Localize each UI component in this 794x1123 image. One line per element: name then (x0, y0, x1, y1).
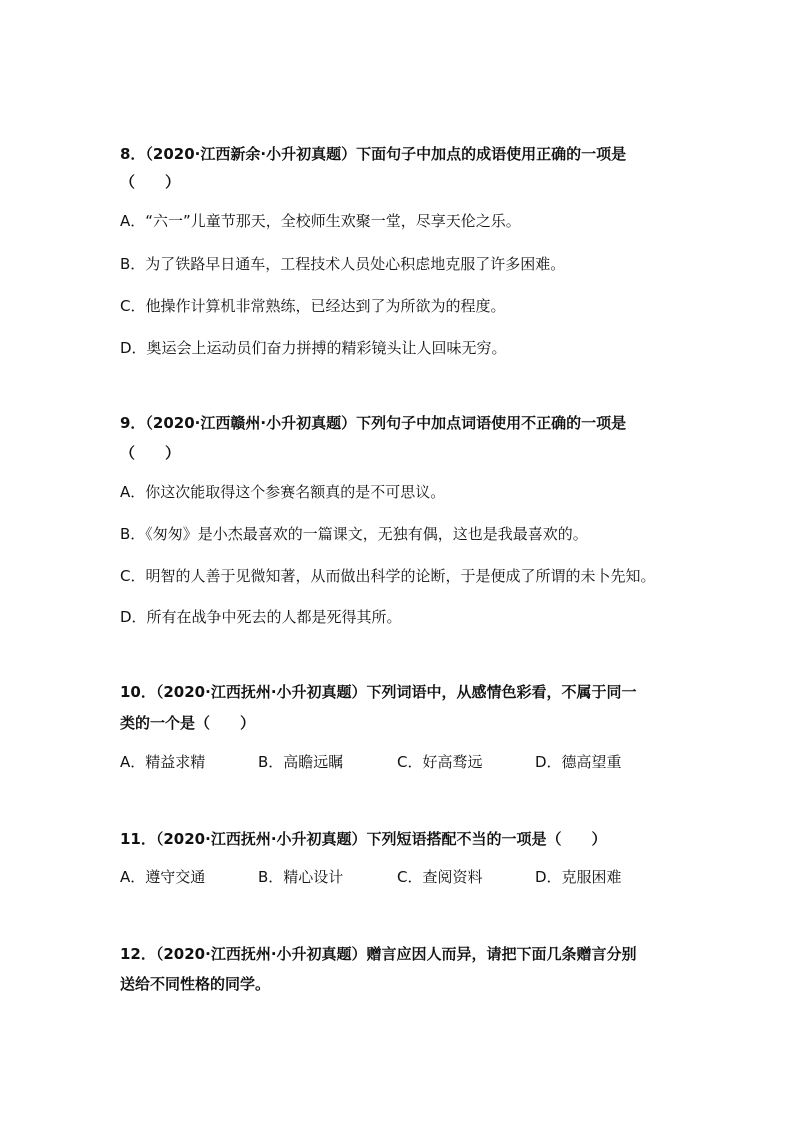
question-8-option-b: B．为了铁路早日通车，工程技术人员处心积虑地克服了许多困难。 (120, 255, 566, 273)
question-10-stem: 10．（2020·江西抚州·小升初真题）下列词语中，从感情色彩看，不属于同一 (120, 683, 637, 701)
question-8-stem: 8．（2020·江西新余·小升初真题）下面句子中加点的成语使用正确的一项是 (120, 145, 627, 163)
question-8-answer-blank: （ ） (120, 173, 181, 191)
question-8-option-d: D．奥运会上运动员们奋力拼搏的精彩镜头让人回味无穷。 (120, 339, 507, 357)
question-10-option-b: B．高瞻远瞩 (258, 753, 344, 771)
question-12-stem-cont: 送给不同性格的同学。 (120, 975, 271, 993)
question-10-option-d: D．德高望重 (535, 753, 622, 771)
question-11-option-d: D．克服困难 (535, 868, 622, 886)
question-10-stem-cont: 类的一个是（ ） (120, 714, 256, 732)
question-9-stem: 9．（2020·江西赣州·小升初真题）下列句子中加点词语使用不正确的一项是 (120, 414, 627, 432)
question-8-option-a: A．“六一”儿童节那天，全校师生欢聚一堂，尽享天伦之乐。 (120, 212, 521, 230)
question-11-option-b: B．精心设计 (258, 868, 344, 886)
question-9-answer-blank: （ ） (120, 444, 181, 462)
question-11-option-a: A．遵守交通 (120, 868, 206, 886)
question-10-option-a: A．精益求精 (120, 753, 206, 771)
question-9-option-c: C．明智的人善于见微知著，从而做出科学的论断，于是便成了所谓的未卜先知。 (120, 567, 656, 585)
question-9-option-b: B．《匆匆》是小杰最喜欢的一篇课文，无独有偶，这也是我最喜欢的。 (120, 525, 588, 543)
question-9-option-d: D．所有在战争中死去的人都是死得其所。 (120, 608, 402, 626)
question-9-option-a: A．你这次能取得这个参赛名额真的是不可思议。 (120, 483, 446, 501)
question-12-stem: 12．（2020·江西抚州·小升初真题）赠言应因人而异，请把下面几条赠言分别 (120, 945, 637, 963)
question-11-option-c: C．查阅资料 (397, 868, 483, 886)
question-10-option-c: C．好高骛远 (397, 753, 483, 771)
question-8-option-c: C．他操作计算机非常熟练，已经达到了为所欲为的程度。 (120, 297, 506, 315)
question-11-stem: 11．（2020·江西抚州·小升初真题）下列短语搭配不当的一项是（ ） (120, 830, 607, 848)
